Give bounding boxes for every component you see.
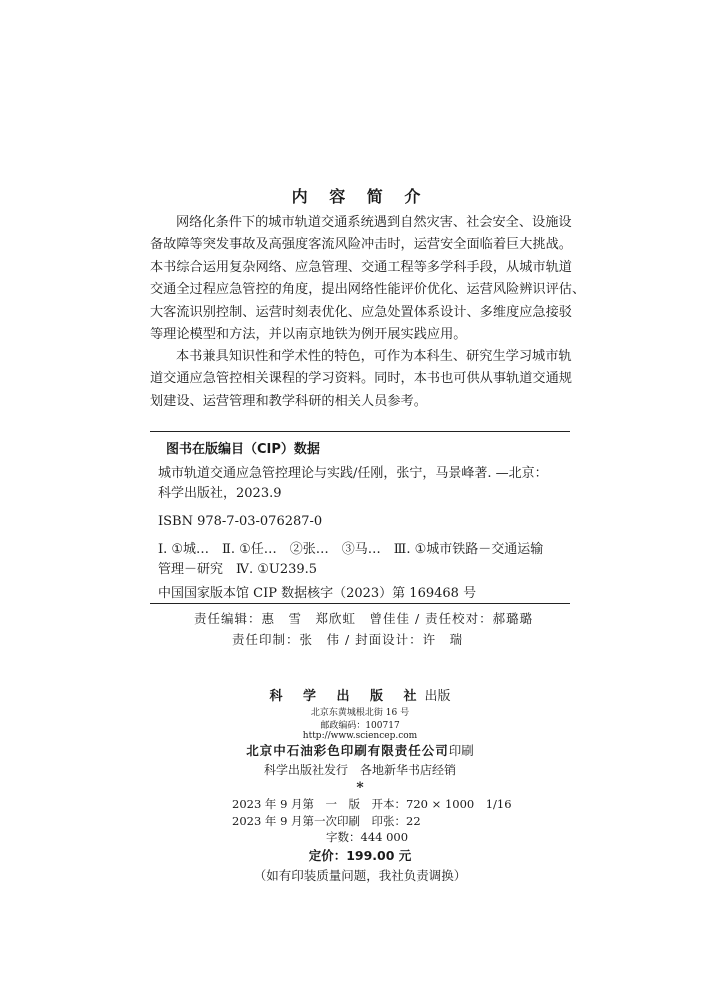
cip-publisher-line: 科学出版社，2023.9 [158,486,282,501]
publisher-website: http://www.sciencep.com [302,731,418,741]
summary-line: 本书兼具知识性和学术性的特色，可作为本科生、研究生学习城市轨 [176,349,572,364]
summary-paragraph-1 [150,212,586,346]
printer-suffix: 印刷 [448,743,474,758]
summary-line: 网络化条件下的城市轨道交通系统遇到自然灾害、社会安全、设施设 [176,215,572,230]
cip-title-line: 城市轨道交通应急管控理论与实践/任刚，张宁，马景峰著. —北京： [158,466,548,481]
distribution-line: 科学出版社发行 各地新华书店经销 [263,763,456,777]
summary-line: 道交通应急管控相关课程的学习资料。同时，本书也可供从事轨道交通规 [150,371,572,387]
summary-line: 大客流识别控制、运营时刻表优化、应急处置体系设计、多维度应急接驳 [150,304,572,320]
publisher-address: 北京东黄城根北街 16 号 [310,708,410,718]
cip-classification-line-2: 管理－研究 Ⅳ. ①U239.5 [158,562,318,577]
word-count: 字数：444 000 [326,830,409,844]
printer-name: 北京中石油彩色印刷有限责任公司 [246,743,449,758]
summary-paragraph-2 [150,346,570,413]
publisher-postcode: 邮政编码：100717 [320,721,400,731]
cip-approval-number: 中国国家版本馆 CIP 数据核字（2023）第 169468 号 [158,586,477,601]
publisher-line [0,685,720,704]
cip-isbn: ISBN 978-7-03-076287-0 [158,514,323,529]
summary-line: 划建设、运营管理和教学科研的相关人员参考。 [150,393,427,409]
price: 定价：199.00 元 [308,848,412,863]
cip-heading: 图书在版编目（CIP）数据 [166,442,320,457]
summary-title: 内 容 简 介 [291,187,429,206]
printer-line [0,741,720,759]
quality-notice: （如有印装质量问题，我社负责调换） [253,868,467,883]
summary-line: 等理论模型和方法，并以南京地铁为例开展实践应用。 [150,327,467,343]
separator-star: * [356,780,364,796]
edition-line: 2023 年 9 月第 一 版 开本：720 × 1000 1/16 [232,797,512,811]
summary-line: 备故障等突发事故及高强度客流风险冲击时，运营安全面临着巨大挑战。 [150,237,572,253]
credits-editors: 责任编辑：惠 雪 郑欣虹 曾佳佳 / 责任校对：郝璐璐 [194,611,534,626]
cip-top-rule [150,431,570,432]
credits-production: 责任印制：张 伟 / 封面设计：许 瑞 [232,632,464,647]
publisher-suffix: 出版 [424,689,451,704]
publisher-name: 科 学 出 版 社 [269,689,425,704]
cip-classification-line-1: Ⅰ. ①城… Ⅱ. ①任… ②张… ③马… Ⅲ. ①城市铁路－交通运输 [158,542,544,557]
printing-line: 2023 年 9 月第一次印刷 印张：22 [232,814,421,828]
summary-line: 本书综合运用复杂网络、应急管理、交通工程等多学科手段，从城市轨道 [150,259,572,275]
cip-bottom-rule [150,603,570,604]
summary-line: 交通全过程应急管控的角度，提出网络性能评价优化、运营风险辨识评估、 [150,282,586,298]
